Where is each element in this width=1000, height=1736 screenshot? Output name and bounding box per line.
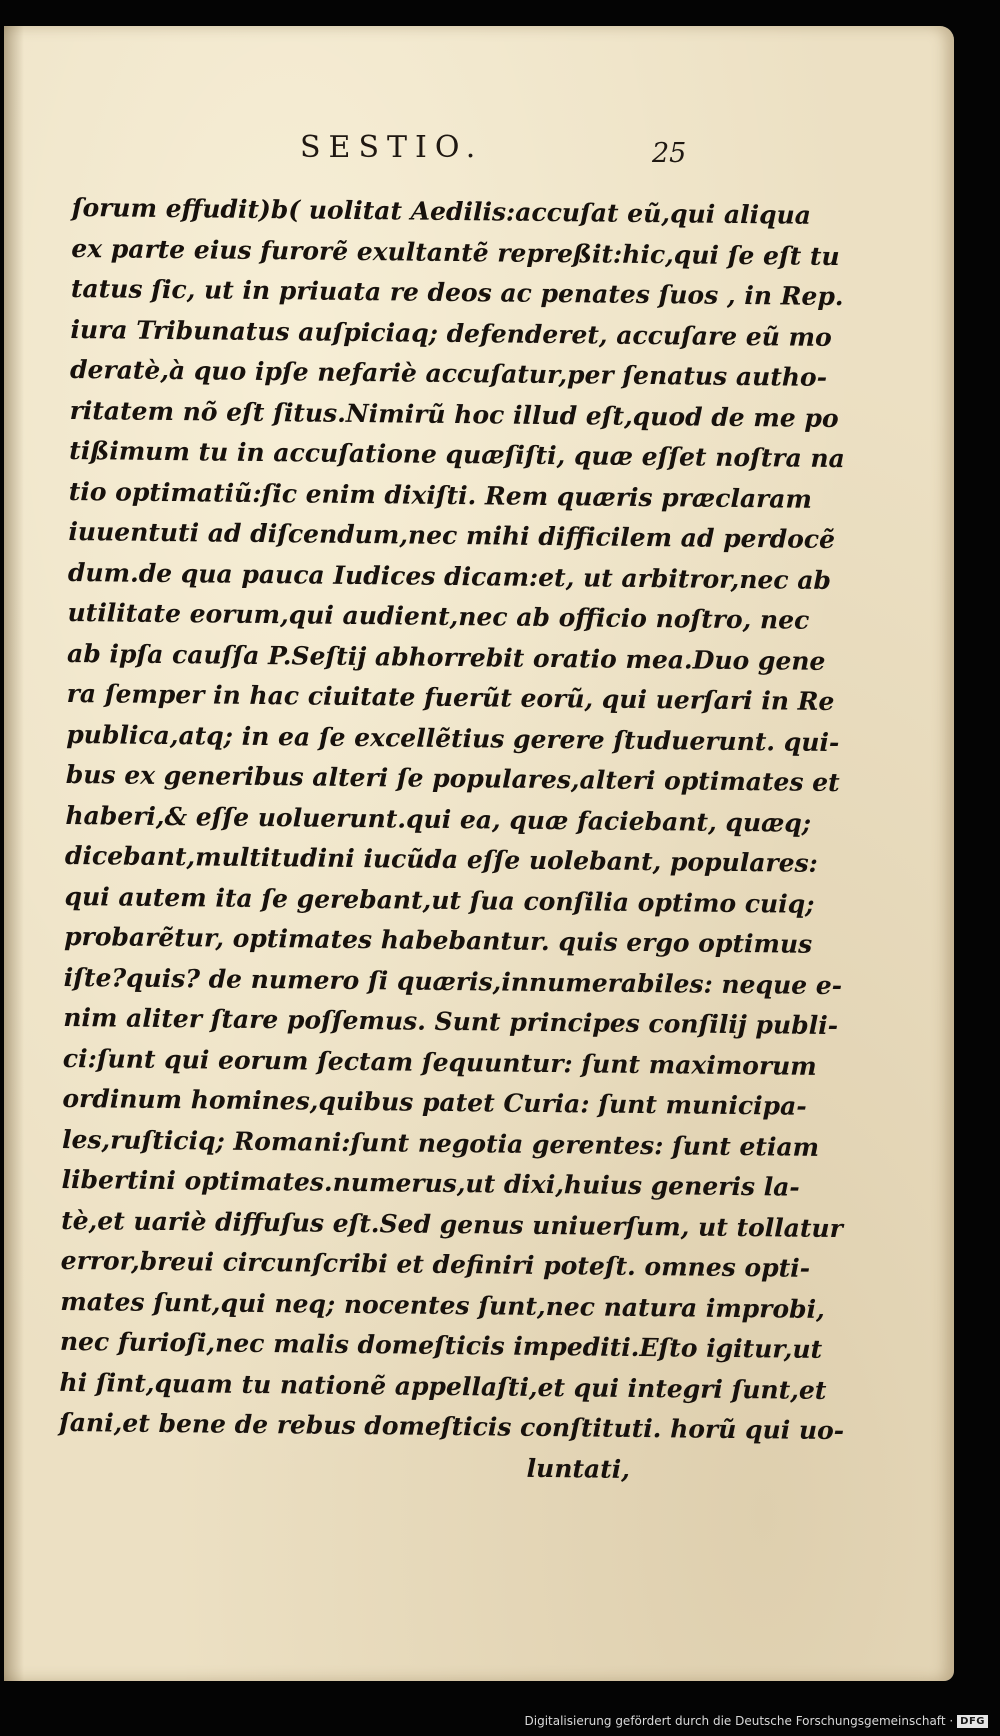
- text-line: tio optimatiũ:ſic enim dixiſti. Rem quæris præclaram: [68, 476, 813, 514]
- body-text: [58, 188, 846, 1491]
- text-line: ci:ſunt qui eorum ſectam ſequuntur: ſunt maximorum: [62, 1043, 817, 1081]
- text-line: bus ex generibus alteri ſe populares,alteri optimates et: [65, 759, 840, 798]
- text-line: tatus ſic, ut in priuata re deos ac penates ſuos , in Rep.: [70, 273, 844, 312]
- text-line: libertini optimates.numerus,ut dixi,huius generis la-: [61, 1164, 800, 1202]
- text-line: les,ruſticiq; Romani:ſunt negotia gerentes: ſunt etiam: [61, 1124, 820, 1162]
- text-line: hi ſint,quam tu nationẽ appellaſti,et qui integri ſunt,et: [59, 1367, 827, 1405]
- text-line: ordinum homines,quibus patet Curia: ſunt municipa-: [62, 1083, 807, 1121]
- dfg-logo: DFG: [957, 1715, 988, 1728]
- text-line: ritatem nõ eſt ſitus.Nimirũ hoc illud eſt,quod de me po: [69, 395, 839, 433]
- text-line: dicebant,multitudini iucũda eſſe uolebant, populares:: [64, 840, 819, 878]
- text-line: error,breui circunſcribi et definiri poteſt. omnes opti-: [60, 1245, 811, 1283]
- text-line: ſani,et bene de rebus domeſticis conſtituti. horũ qui uo-: [58, 1407, 845, 1446]
- text-line: ra ſemper in hac ciuitate fuerũt eorũ, qui uerſari in Re: [66, 678, 835, 717]
- text-line: ab ipſa cauſſa P.Seſtij abhorrebit oratio mea.Duo gene: [66, 638, 826, 676]
- text-line: ex parte eius furorẽ exultantẽ repreßit:hic,qui ſe eſt tu: [71, 233, 840, 271]
- digitization-credit: [525, 1714, 988, 1728]
- text-line: qui autem ita ſe gerebant,ut ſua conſilia optimo cuiq;: [64, 881, 815, 919]
- credit-text: Digitalisierung gefördert durch die Deutsche Forschungsgemeinschaft ·: [524, 1714, 954, 1728]
- running-title: SESTIO.: [300, 130, 484, 165]
- text-line: mates ſunt,qui neq; nocentes ſunt,nec natura improbi,: [60, 1286, 825, 1324]
- text-line: deratè,à quo ipſe nefariè accuſatur,per ſenatus autho-: [69, 354, 828, 392]
- text-line: ſorum effudit)b( uolitat Aedilis:accuſat eũ,qui aliqua: [71, 192, 812, 230]
- text-line: haberi,& eſſe uoluerunt.qui ea, quæ faciebant, quæq;: [65, 800, 812, 838]
- text-line: publica,atq; in ea ſe excellẽtius gerere ſtuduerunt. qui-: [66, 719, 840, 757]
- text-line: tißimum tu in accuſatione quæſiſti, quæ eſſet noſtra na: [69, 435, 846, 474]
- book-page: [4, 26, 954, 1681]
- text-line: iſte?quis? de numero ſi quæris,innumerabiles: neque e-: [63, 962, 843, 1000]
- text-line: iuuentuti ad diſcendum,nec mihi difficilem ad perdocẽ: [68, 516, 836, 555]
- page-number: 25: [652, 138, 687, 169]
- text-line: nim aliter ſtare poſſemus. Sunt principes conſilij publi-: [63, 1002, 839, 1041]
- text-line: dum.de qua pauca Iudices dicam:et, ut arbitror,nec ab: [67, 557, 832, 595]
- text-line: iura Tribunatus auſpiciaq; defenderet, accuſare eũ mo: [70, 314, 832, 352]
- page-binding-shadow: [4, 26, 24, 1681]
- catchword: luntati,: [526, 1453, 631, 1484]
- text-line: tè,et uariè diffuſus eſt.Sed genus uniuerſum, ut tollatur: [61, 1205, 844, 1243]
- text-line: nec furioſi,nec malis domeſticis impediti.Eſto igitur,ut: [59, 1326, 823, 1364]
- text-line: utilitate eorum,qui audient,nec ab officio noſtro, nec: [67, 597, 810, 635]
- text-line: probarẽtur, optimates habebantur. quis ergo optimus: [64, 921, 813, 959]
